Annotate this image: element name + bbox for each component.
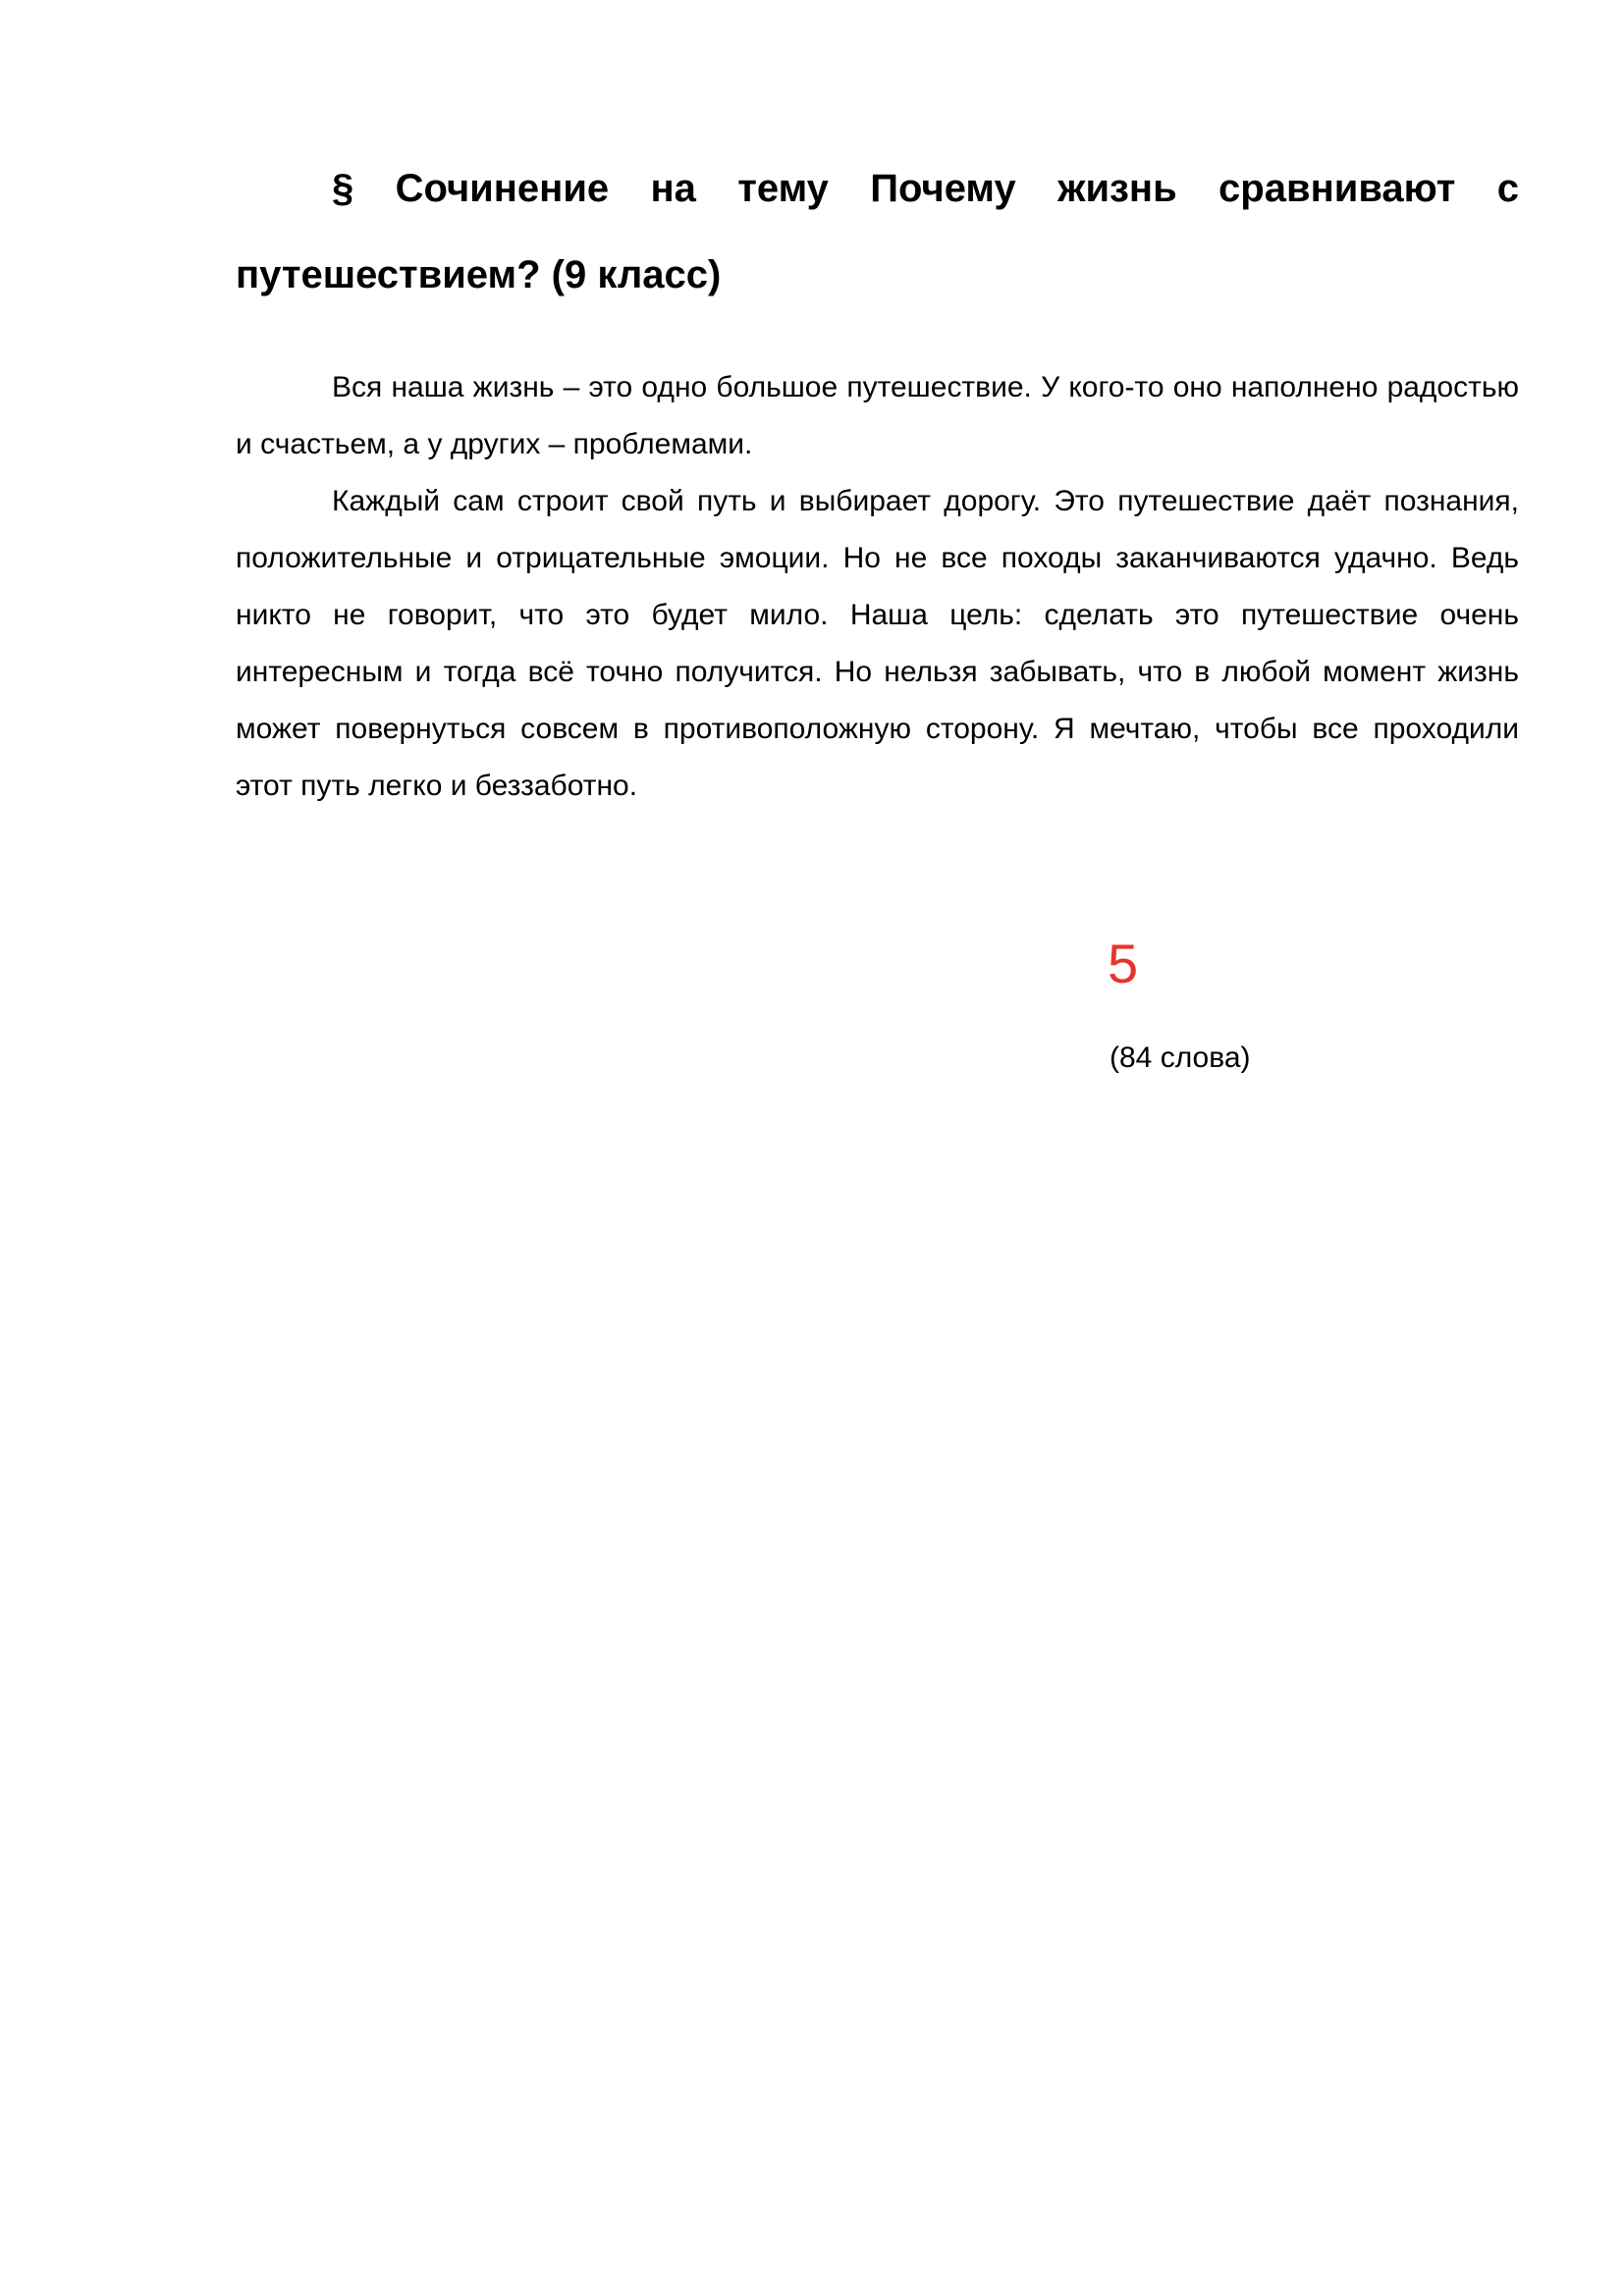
essay-title: § Сочинение на тему Почему жизнь сравнивают с путешествием? (9 класс) xyxy=(236,167,1519,296)
essay-paragraph-2: Каждый сам строит свой путь и выбирает дорогу. Это путешествие даёт познания, положительные и отрицательные эмоции. Но не все походы заканчиваются удачно. Ведь никто не говорит, что это будет мило. Наша цель: сделать это путешествие очень интересным и тогда всё точно получится. Но нельзя забывать, что в любой момент жизнь может повернуться совсем в противоположную сторону. Я мечтаю, чтобы все проходили этот путь легко и беззаботно. xyxy=(236,485,1519,802)
essay-content xyxy=(236,145,1519,815)
word-count-label: (84 слова) xyxy=(1110,1041,1251,1074)
essay-paragraph-1: Вся наша жизнь – это одно большое путешествие. У кого-то оно наполнено радостью и счастьем, а у других – проблемами. xyxy=(236,371,1519,460)
essay-body xyxy=(236,359,1519,815)
grade-mark: 5 xyxy=(1108,933,1139,994)
